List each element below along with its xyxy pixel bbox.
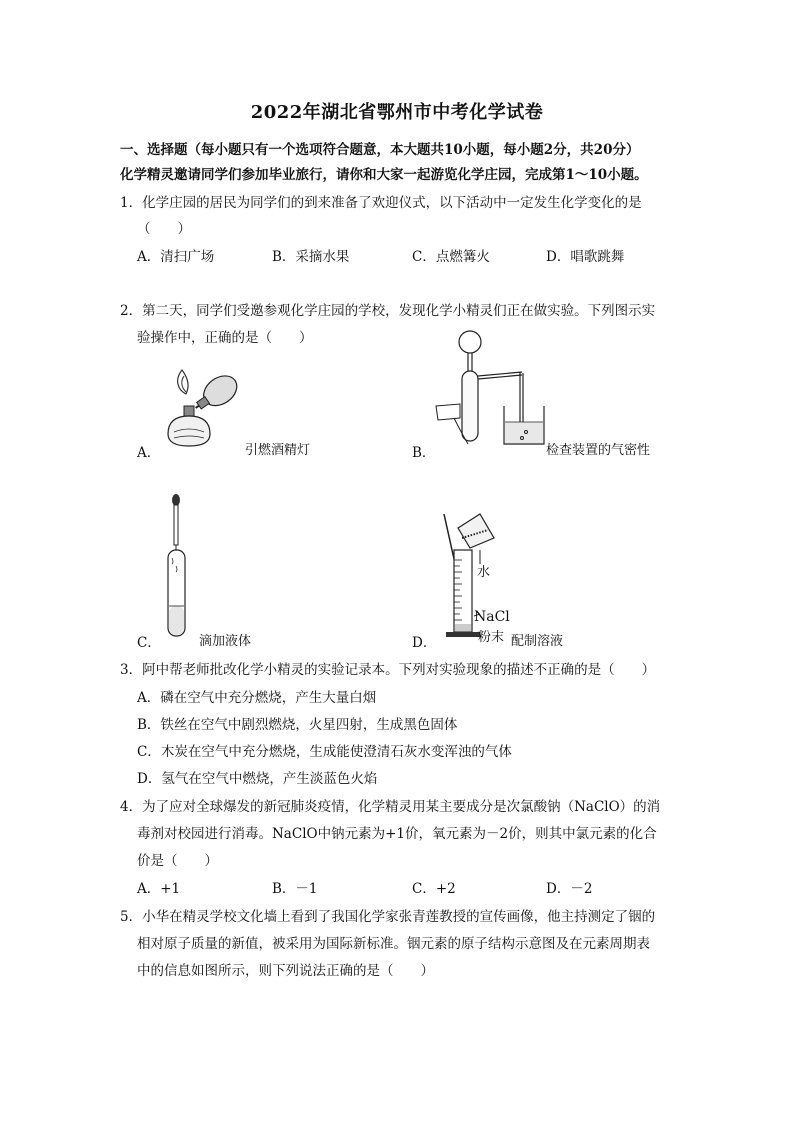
figure-c-caption: 滴加液体	[199, 634, 252, 649]
q2-stem-line1: 2．第二天，同学们受邀参观化学庄园的学校，发现化学小精灵们正在做实验。下列图示实	[120, 303, 656, 319]
q1-paren: （ ）	[137, 221, 191, 237]
q4-option-a: A．+1	[137, 881, 181, 897]
q1-option-c: C．点燃篝火	[412, 249, 490, 265]
q4-stem-line3: 价是（ ）	[137, 853, 218, 869]
page-title: 2022年湖北省鄂州市中考化学试卷	[250, 102, 544, 123]
q1-stem: 1．化学庄园的居民为同学们的到来准备了欢迎仪式，以下活动中一定发生化学变化的是	[120, 195, 642, 211]
figure-a-letter: A．	[137, 445, 161, 461]
figure-c-letter: C．	[137, 635, 161, 651]
q1-option-a: A．清扫广场	[137, 249, 215, 265]
q2-stem-line2: 验操作中，正确的是（ ）	[137, 330, 313, 346]
q5-stem-line1: 5．小华在精灵学校文化墙上看到了我国化学家张青莲教授的宣传画像，他主持测定了铟的	[120, 909, 656, 925]
q4-stem-line2: 毒剂对校园进行消毒。NaClO中钠元素为+1价，氧元素为－2价，则其中氯元素的化合	[137, 826, 657, 842]
q4-stem-line1: 4．为了应对全球爆发的新冠肺炎疫情，化学精灵用某主要成分是次氯酸钠（NaClO）的消	[120, 799, 661, 815]
figure-a-alcohol-lamp	[160, 362, 250, 452]
figure-b-caption: 检查装置的气密性	[546, 443, 651, 458]
q1-option-b: B．采摘水果	[272, 249, 350, 265]
figure-d-nacl-label: NaCl	[474, 609, 510, 625]
q3-option-d: D．氢气在空气中燃烧，产生淡蓝色火焰	[137, 771, 378, 787]
figure-a-caption: 引燃酒精灯	[245, 443, 311, 458]
figure-b-airtightness-check	[432, 326, 552, 452]
q4-option-c: C．+2	[412, 881, 456, 897]
q3-option-c: C．木炭在空气中充分燃烧，生成能使澄清石灰水变浑浊的气体	[137, 744, 512, 760]
figure-d-letter: D．	[412, 635, 437, 651]
section-intro: 化学精灵邀请同学们参加毕业旅行，请你和大家一起游览化学庄园，完成第1～10小题。	[120, 167, 648, 183]
figure-d-powder-label: 粉末	[478, 630, 505, 645]
q5-stem-line3: 中的信息如图所示，则下列说法正确的是（ ）	[137, 963, 434, 979]
figure-d-water-label: 水	[477, 565, 491, 580]
q3-option-b: B．铁丝在空气中剧烈燃烧，火星四射，生成黑色固体	[137, 717, 458, 733]
q3-stem: 3．阿中帮老师批改化学小精灵的实验记录本。下列对实验现象的描述不正确的是（ ）	[120, 662, 656, 678]
figure-c-dropping-liquid	[160, 490, 200, 642]
figure-b-letter: B．	[412, 445, 436, 461]
q4-option-d: D．－2	[546, 881, 593, 897]
section-header: 一、选择题（每小题只有一个选项符合题意，本大题共10小题，每小题2分，共20分）	[120, 142, 640, 158]
q5-stem-line2: 相对原子质量的新值，被采用为国际新标准。铟元素的原子结构示意图及在元素周期表	[137, 936, 650, 952]
q1-option-d: D．唱歌跳舞	[546, 249, 625, 265]
q4-option-b: B．－1	[272, 881, 318, 897]
q3-option-a: A．磷在空气中充分燃烧，产生大量白烟	[137, 690, 377, 706]
figure-d-caption: 配制溶液	[511, 634, 564, 649]
